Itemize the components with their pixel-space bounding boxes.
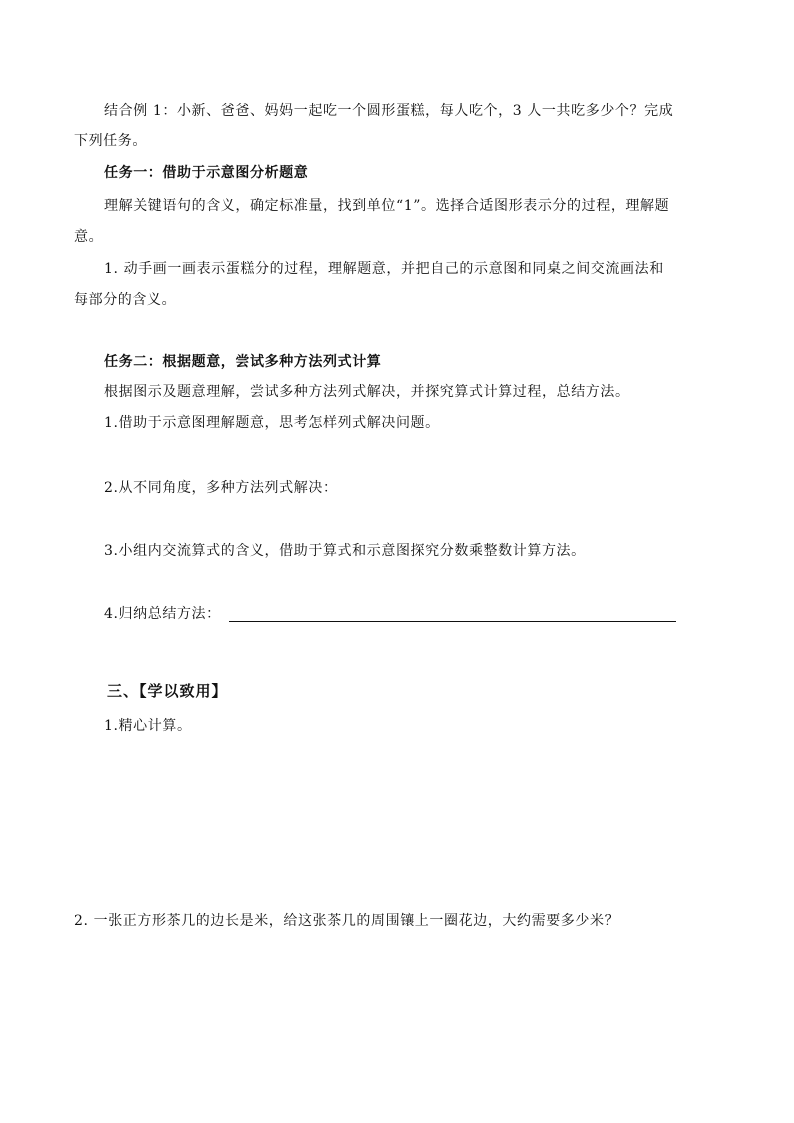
intro-line-1: 结合例 1：小新、爸爸、妈妈一起吃一个圆形蛋糕，每人吃个，3 人一共吃多少个？完成 <box>104 103 674 119</box>
task1-title: 任务一：借助于示意图分析题意 <box>104 165 309 181</box>
section-3-question-1: 1.精心计算。 <box>104 718 192 734</box>
task2-title: 任务二：根据题意，尝试多种方法列式计算 <box>104 354 382 370</box>
section-3-question-2: 2. 一张正方形茶几的边长是米，给这张茶几的周围镶上一圈花边，大约需要多少米？ <box>74 913 620 929</box>
task2-item-1: 1.借助于示意图理解题意，思考怎样列式解决问题。 <box>104 415 440 431</box>
answer-blank-line <box>229 621 676 622</box>
task1-description-line-1: 理解关键语句的含义，确定标准量，找到单位“1”。选择合适图形表示分的过程，理解题 <box>104 198 670 214</box>
task2-item-4-label: 4.归纳总结方法： <box>104 606 221 622</box>
task1-item-1-line-2: 每部分的含义。 <box>74 292 177 308</box>
task2-item-3: 3.小组内交流算式的含义，借助于算式和示意图探究分数乘整数计算方法。 <box>104 543 586 559</box>
intro-line-2: 下列任务。 <box>74 133 147 149</box>
task1-description-line-2: 意。 <box>74 229 104 245</box>
task1-item-1-line-1: 1. 动手画一画表示蛋糕分的过程，理解题意，并把自己的示意图和同桌之间交流画法和 <box>104 261 664 277</box>
section-3-title: 三、【学以致用】 <box>107 682 228 700</box>
task2-description: 根据图示及题意理解，尝试多种方法列式解决，并探究算式计算过程，总结方法。 <box>104 384 630 400</box>
task2-item-2: 2.从不同角度，多种方法列式解决： <box>104 480 338 496</box>
